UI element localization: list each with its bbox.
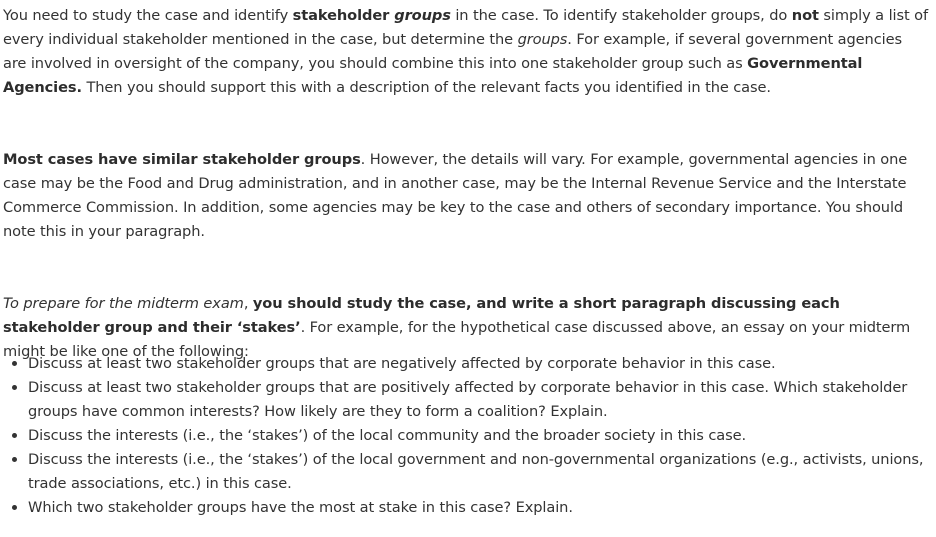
list-item: Discuss the interests (i.e., the ‘stakes’) of the local government and non-governmental organizations (e.g., activists, unions, trade associations, etc.) in this case. [28, 448, 936, 496]
bold-run: not [791, 7, 819, 24]
text-run: Then you should support this with a description of the relevant facts you identified in the case. [81, 79, 771, 96]
text-run: You need to study the case and identify [3, 7, 293, 24]
bold-run: stakeholder [292, 7, 395, 24]
list-item: Discuss the interests (i.e., the ‘stakes’) of the local community and the broader society in this case. [28, 424, 936, 448]
list-item: Discuss at least two stakeholder groups that are positively affected by corporate behavior in this case. Which stakeholder groups have common interests? How likely are they to form a coalition? Explain. [28, 376, 936, 424]
italic-run: groups [394, 7, 451, 24]
list-item: Discuss at least two stakeholder groups that are negatively affected by corporate behavior in this case. [28, 352, 936, 376]
essay-question-list [3, 352, 936, 520]
list-item: Which two stakeholder groups have the most at stake in this case? Explain. [28, 496, 936, 520]
text-run: . For example, if several government agencies are involved in oversight of the company, you should combine this into one stakeholder group such as [3, 31, 902, 72]
paragraph-identify-groups [3, 4, 928, 100]
bold-run: Most cases have similar stakeholder groups [3, 151, 361, 168]
italic-run: groups [517, 31, 568, 48]
text-run: in the case. To identify stakeholder groups, do [450, 7, 792, 24]
paragraph-similar-groups [3, 148, 928, 244]
bold-run: Governmental Agencies. [3, 55, 863, 96]
text-run: . For example, for the hypothetical case discussed above, an essay on your midterm might be like one of the following: [3, 319, 911, 360]
text-run: . However, the details will vary. For example, governmental agencies in one case may be the Food and Drug administration, and in another case, may be the Internal Revenue Service and the Interstate Commerce Commission. In addition, some agencies may be key to the case and others of secondary importance. You should note this in your paragraph. [3, 151, 908, 240]
bold-italic-run [394, 7, 451, 24]
text-run: simply a list of every individual stakeholder mentioned in the case, but determine the [3, 7, 929, 48]
bold-run: you should study the case, and write a short paragraph discussing each stakeholder group and their ‘stakes’ [3, 295, 840, 336]
text-run: , [243, 295, 253, 312]
italic-run: To prepare for the midterm exam [3, 295, 244, 312]
